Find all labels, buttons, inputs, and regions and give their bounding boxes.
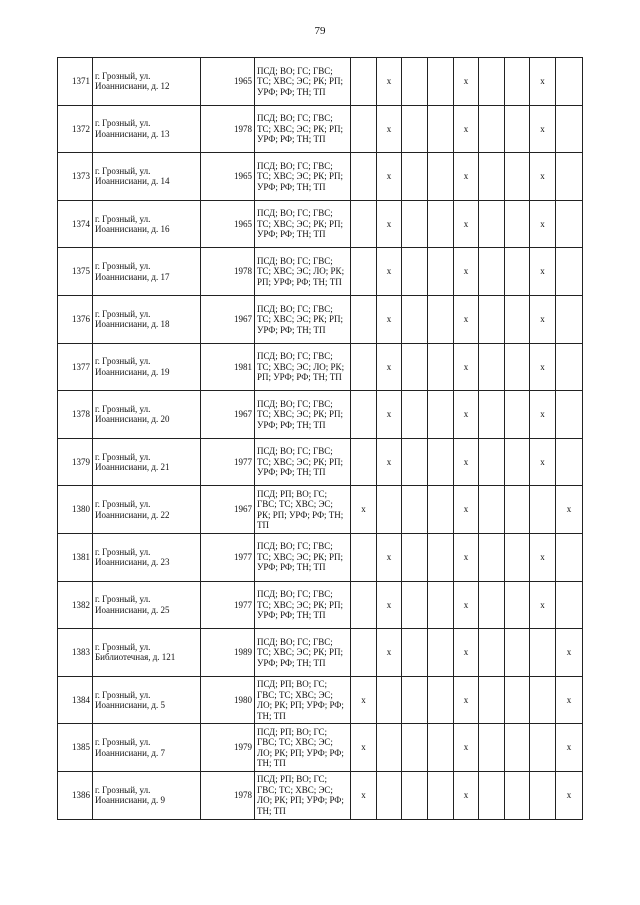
mark-cell: [556, 391, 583, 439]
mark-cell: x: [377, 58, 402, 106]
mark-cell: x: [454, 724, 479, 772]
row-number-cell: 1371: [58, 58, 93, 106]
address-cell: г. Грозный, ул. Иоаннисиани, д. 16: [93, 200, 201, 248]
mark-cell: [428, 629, 454, 677]
mark-cell: x: [377, 438, 402, 486]
mark-cell: [530, 724, 556, 772]
table-row: [58, 438, 583, 486]
mark-cell: [402, 295, 428, 343]
mark-cell: [351, 153, 377, 201]
construction-year-cell: 1981: [201, 343, 255, 391]
mark-cell: [428, 581, 454, 629]
row-number-cell: 1379: [58, 438, 93, 486]
mark-cell: [505, 105, 530, 153]
mark-cell: [479, 153, 505, 201]
mark-cell: [402, 771, 428, 819]
address-cell: г. Грозный, ул. Иоаннисиани, д. 7: [93, 724, 201, 772]
mark-cell: [479, 343, 505, 391]
mark-cell: x: [454, 391, 479, 439]
address-cell: г. Грозный, ул. Иоаннисиани, д. 12: [93, 58, 201, 106]
mark-cell: x: [454, 438, 479, 486]
mark-cell: [530, 486, 556, 534]
mark-cell: x: [556, 771, 583, 819]
row-number-cell: 1384: [58, 676, 93, 724]
works-list-cell: ПСД; РП; ВО; ГС; ГВС; ТС; ХВС; ЭС; ЛО; РК; РП; УРФ; РФ; ТН; ТП: [255, 771, 351, 819]
mark-cell: [351, 533, 377, 581]
mark-cell: [505, 343, 530, 391]
mark-cell: [505, 724, 530, 772]
construction-year-cell: 1977: [201, 438, 255, 486]
table-row: [58, 58, 583, 106]
mark-cell: x: [377, 295, 402, 343]
row-number-cell: 1376: [58, 295, 93, 343]
mark-cell: x: [530, 105, 556, 153]
mark-cell: [351, 295, 377, 343]
mark-cell: [351, 343, 377, 391]
table-row: [58, 391, 583, 439]
row-number-cell: 1382: [58, 581, 93, 629]
address-cell: г. Грозный, ул. Библиотечная, д. 121: [93, 629, 201, 677]
mark-cell: x: [454, 105, 479, 153]
mark-cell: [556, 438, 583, 486]
mark-cell: [377, 676, 402, 724]
table-row: [58, 153, 583, 201]
mark-cell: [402, 153, 428, 201]
mark-cell: [505, 153, 530, 201]
mark-cell: x: [556, 486, 583, 534]
page-number: 79: [314, 25, 326, 37]
mark-cell: x: [351, 771, 377, 819]
mark-cell: [479, 533, 505, 581]
mark-cell: [479, 676, 505, 724]
address-cell: г. Грозный, ул. Иоаннисиани, д. 5: [93, 676, 201, 724]
mark-cell: [556, 581, 583, 629]
address-cell: г. Грозный, ул. Иоаннисиани, д. 9: [93, 771, 201, 819]
row-number-cell: 1375: [58, 248, 93, 296]
mark-cell: [479, 438, 505, 486]
mark-cell: [479, 248, 505, 296]
mark-cell: [351, 200, 377, 248]
mark-cell: [402, 438, 428, 486]
mark-cell: [556, 200, 583, 248]
mark-cell: [505, 581, 530, 629]
mark-cell: [402, 200, 428, 248]
mark-cell: [479, 771, 505, 819]
address-cell: г. Грозный, ул. Иоаннисиани, д. 21: [93, 438, 201, 486]
works-list-cell: ПСД; РП; ВО; ГС; ГВС; ТС; ХВС; ЭС; ЛО; РК; РП; УРФ; РФ; ТН; ТП: [255, 724, 351, 772]
mark-cell: x: [454, 676, 479, 724]
mark-cell: x: [530, 391, 556, 439]
mark-cell: [428, 391, 454, 439]
mark-cell: [351, 391, 377, 439]
mark-cell: x: [530, 295, 556, 343]
table-row: [58, 771, 583, 819]
mark-cell: [377, 771, 402, 819]
mark-cell: [428, 153, 454, 201]
mark-cell: [402, 58, 428, 106]
mark-cell: [428, 105, 454, 153]
mark-cell: [505, 533, 530, 581]
works-list-cell: ПСД; ВО; ГС; ГВС; ТС; ХВС; ЭС; ЛО; РК; РП; УРФ; РФ; ТН; ТП: [255, 343, 351, 391]
mark-cell: x: [377, 105, 402, 153]
mark-cell: [530, 629, 556, 677]
mark-cell: [351, 581, 377, 629]
row-number-cell: 1377: [58, 343, 93, 391]
address-cell: г. Грозный, ул. Иоаннисиани, д. 20: [93, 391, 201, 439]
mark-cell: x: [377, 153, 402, 201]
mark-cell: [505, 391, 530, 439]
mark-cell: [428, 343, 454, 391]
mark-cell: x: [351, 486, 377, 534]
mark-cell: x: [530, 533, 556, 581]
mark-cell: [428, 676, 454, 724]
mark-cell: x: [377, 200, 402, 248]
address-cell: г. Грозный, ул. Иоаннисиани, д. 22: [93, 486, 201, 534]
mark-cell: x: [351, 676, 377, 724]
mark-cell: [505, 676, 530, 724]
mark-cell: [377, 486, 402, 534]
mark-cell: x: [454, 486, 479, 534]
mark-cell: [479, 629, 505, 677]
works-list-cell: ПСД; РП; ВО; ГС; ГВС; ТС; ХВС; ЭС; РК; РП; УРФ; РФ; ТН; ТП: [255, 486, 351, 534]
mark-cell: x: [454, 343, 479, 391]
construction-year-cell: 1978: [201, 248, 255, 296]
mark-cell: [402, 629, 428, 677]
table-row: [58, 248, 583, 296]
mark-cell: x: [454, 200, 479, 248]
mark-cell: x: [530, 438, 556, 486]
mark-cell: [428, 248, 454, 296]
mark-cell: [351, 248, 377, 296]
table-row: [58, 295, 583, 343]
mark-cell: [351, 629, 377, 677]
works-list-cell: ПСД; ВО; ГС; ГВС; ТС; ХВС; ЭС; РК; РП; УРФ; РФ; ТН; ТП: [255, 58, 351, 106]
mark-cell: [351, 58, 377, 106]
mark-cell: [556, 153, 583, 201]
construction-year-cell: 1980: [201, 676, 255, 724]
mark-cell: x: [454, 629, 479, 677]
mark-cell: x: [530, 200, 556, 248]
mark-cell: [505, 200, 530, 248]
mark-cell: [479, 581, 505, 629]
row-number-cell: 1380: [58, 486, 93, 534]
mark-cell: x: [377, 581, 402, 629]
address-cell: г. Грозный, ул. Иоаннисиани, д. 25: [93, 581, 201, 629]
mark-cell: x: [530, 248, 556, 296]
mark-cell: [556, 533, 583, 581]
mark-cell: [351, 438, 377, 486]
works-list-cell: ПСД; ВО; ГС; ГВС; ТС; ХВС; ЭС; РК; РП; УРФ; РФ; ТН; ТП: [255, 581, 351, 629]
mark-cell: [505, 295, 530, 343]
row-number-cell: 1374: [58, 200, 93, 248]
construction-year-cell: 1978: [201, 105, 255, 153]
mark-cell: x: [454, 771, 479, 819]
mark-cell: x: [377, 248, 402, 296]
mark-cell: [479, 724, 505, 772]
mark-cell: [428, 295, 454, 343]
mark-cell: [505, 248, 530, 296]
mark-cell: [402, 486, 428, 534]
mark-cell: x: [556, 629, 583, 677]
construction-year-cell: 1967: [201, 486, 255, 534]
row-number-cell: 1372: [58, 105, 93, 153]
works-list-cell: ПСД; ВО; ГС; ГВС; ТС; ХВС; ЭС; РК; РП; УРФ; РФ; ТН; ТП: [255, 105, 351, 153]
mark-cell: [556, 295, 583, 343]
table-row: [58, 629, 583, 677]
construction-year-cell: 1989: [201, 629, 255, 677]
works-list-cell: ПСД; ВО; ГС; ГВС; ТС; ХВС; ЭС; РК; РП; УРФ; РФ; ТН; ТП: [255, 438, 351, 486]
table-row: [58, 724, 583, 772]
mark-cell: x: [454, 153, 479, 201]
table-body: [58, 58, 583, 820]
mark-cell: [377, 724, 402, 772]
address-cell: г. Грозный, ул. Иоаннисиани, д. 14: [93, 153, 201, 201]
mark-cell: x: [454, 581, 479, 629]
mark-cell: [530, 676, 556, 724]
mark-cell: [428, 438, 454, 486]
mark-cell: [428, 58, 454, 106]
mark-cell: [479, 200, 505, 248]
row-number-cell: 1383: [58, 629, 93, 677]
mark-cell: [428, 533, 454, 581]
works-list-cell: ПСД; ВО; ГС; ГВС; ТС; ХВС; ЭС; РК; РП; УРФ; РФ; ТН; ТП: [255, 200, 351, 248]
mark-cell: [428, 200, 454, 248]
mark-cell: [402, 343, 428, 391]
mark-cell: x: [377, 343, 402, 391]
mark-cell: [402, 581, 428, 629]
housing-register-table: [57, 57, 583, 820]
mark-cell: [505, 486, 530, 534]
construction-year-cell: 1979: [201, 724, 255, 772]
mark-cell: x: [351, 724, 377, 772]
table-row: [58, 581, 583, 629]
mark-cell: [479, 295, 505, 343]
works-list-cell: ПСД; ВО; ГС; ГВС; ТС; ХВС; ЭС; РК; РП; УРФ; РФ; ТН; ТП: [255, 533, 351, 581]
works-list-cell: ПСД; ВО; ГС; ГВС; ТС; ХВС; ЭС; РК; РП; УРФ; РФ; ТН; ТП: [255, 295, 351, 343]
mark-cell: [556, 343, 583, 391]
mark-cell: [505, 771, 530, 819]
table-row: [58, 200, 583, 248]
address-cell: г. Грозный, ул. Иоаннисиани, д. 19: [93, 343, 201, 391]
mark-cell: [530, 771, 556, 819]
mark-cell: [402, 676, 428, 724]
construction-year-cell: 1965: [201, 153, 255, 201]
works-list-cell: ПСД; ВО; ГС; ГВС; ТС; ХВС; ЭС; ЛО; РК; РП; УРФ; РФ; ТН; ТП: [255, 248, 351, 296]
mark-cell: x: [530, 58, 556, 106]
row-number-cell: 1378: [58, 391, 93, 439]
works-list-cell: ПСД; ВО; ГС; ГВС; ТС; ХВС; ЭС; РК; РП; УРФ; РФ; ТН; ТП: [255, 629, 351, 677]
address-cell: г. Грозный, ул. Иоаннисиани, д. 17: [93, 248, 201, 296]
address-cell: г. Грозный, ул. Иоаннисиани, д. 13: [93, 105, 201, 153]
mark-cell: [556, 58, 583, 106]
mark-cell: [505, 58, 530, 106]
mark-cell: [479, 486, 505, 534]
works-list-cell: ПСД; ВО; ГС; ГВС; ТС; ХВС; ЭС; РК; РП; УРФ; РФ; ТН; ТП: [255, 391, 351, 439]
mark-cell: [402, 724, 428, 772]
mark-cell: x: [530, 153, 556, 201]
table-row: [58, 105, 583, 153]
mark-cell: [402, 391, 428, 439]
mark-cell: x: [454, 533, 479, 581]
row-number-cell: 1385: [58, 724, 93, 772]
mark-cell: [402, 248, 428, 296]
works-list-cell: ПСД; ВО; ГС; ГВС; ТС; ХВС; ЭС; РК; РП; УРФ; РФ; ТН; ТП: [255, 153, 351, 201]
construction-year-cell: 1977: [201, 533, 255, 581]
address-cell: г. Грозный, ул. Иоаннисиани, д. 18: [93, 295, 201, 343]
address-cell: г. Грозный, ул. Иоаннисиани, д. 23: [93, 533, 201, 581]
mark-cell: x: [377, 533, 402, 581]
mark-cell: x: [454, 58, 479, 106]
mark-cell: x: [556, 724, 583, 772]
mark-cell: [428, 771, 454, 819]
mark-cell: x: [556, 676, 583, 724]
construction-year-cell: 1965: [201, 200, 255, 248]
mark-cell: x: [377, 391, 402, 439]
mark-cell: [428, 724, 454, 772]
mark-cell: [479, 105, 505, 153]
table-row: [58, 486, 583, 534]
construction-year-cell: 1967: [201, 391, 255, 439]
mark-cell: [505, 438, 530, 486]
table-row: [58, 343, 583, 391]
mark-cell: x: [377, 629, 402, 677]
mark-cell: [351, 105, 377, 153]
mark-cell: x: [454, 248, 479, 296]
row-number-cell: 1386: [58, 771, 93, 819]
mark-cell: [556, 248, 583, 296]
construction-year-cell: 1967: [201, 295, 255, 343]
mark-cell: [402, 105, 428, 153]
table-row: [58, 533, 583, 581]
mark-cell: [505, 629, 530, 677]
mark-cell: x: [454, 295, 479, 343]
mark-cell: [479, 58, 505, 106]
construction-year-cell: 1978: [201, 771, 255, 819]
mark-cell: x: [530, 343, 556, 391]
construction-year-cell: 1965: [201, 58, 255, 106]
row-number-cell: 1373: [58, 153, 93, 201]
mark-cell: [402, 533, 428, 581]
mark-cell: [428, 486, 454, 534]
table-row: [58, 676, 583, 724]
works-list-cell: ПСД; РП; ВО; ГС; ГВС; ТС; ХВС; ЭС; ЛО; РК; РП; УРФ; РФ; ТН; ТП: [255, 676, 351, 724]
mark-cell: [479, 391, 505, 439]
row-number-cell: 1381: [58, 533, 93, 581]
mark-cell: [556, 105, 583, 153]
mark-cell: x: [530, 581, 556, 629]
construction-year-cell: 1977: [201, 581, 255, 629]
